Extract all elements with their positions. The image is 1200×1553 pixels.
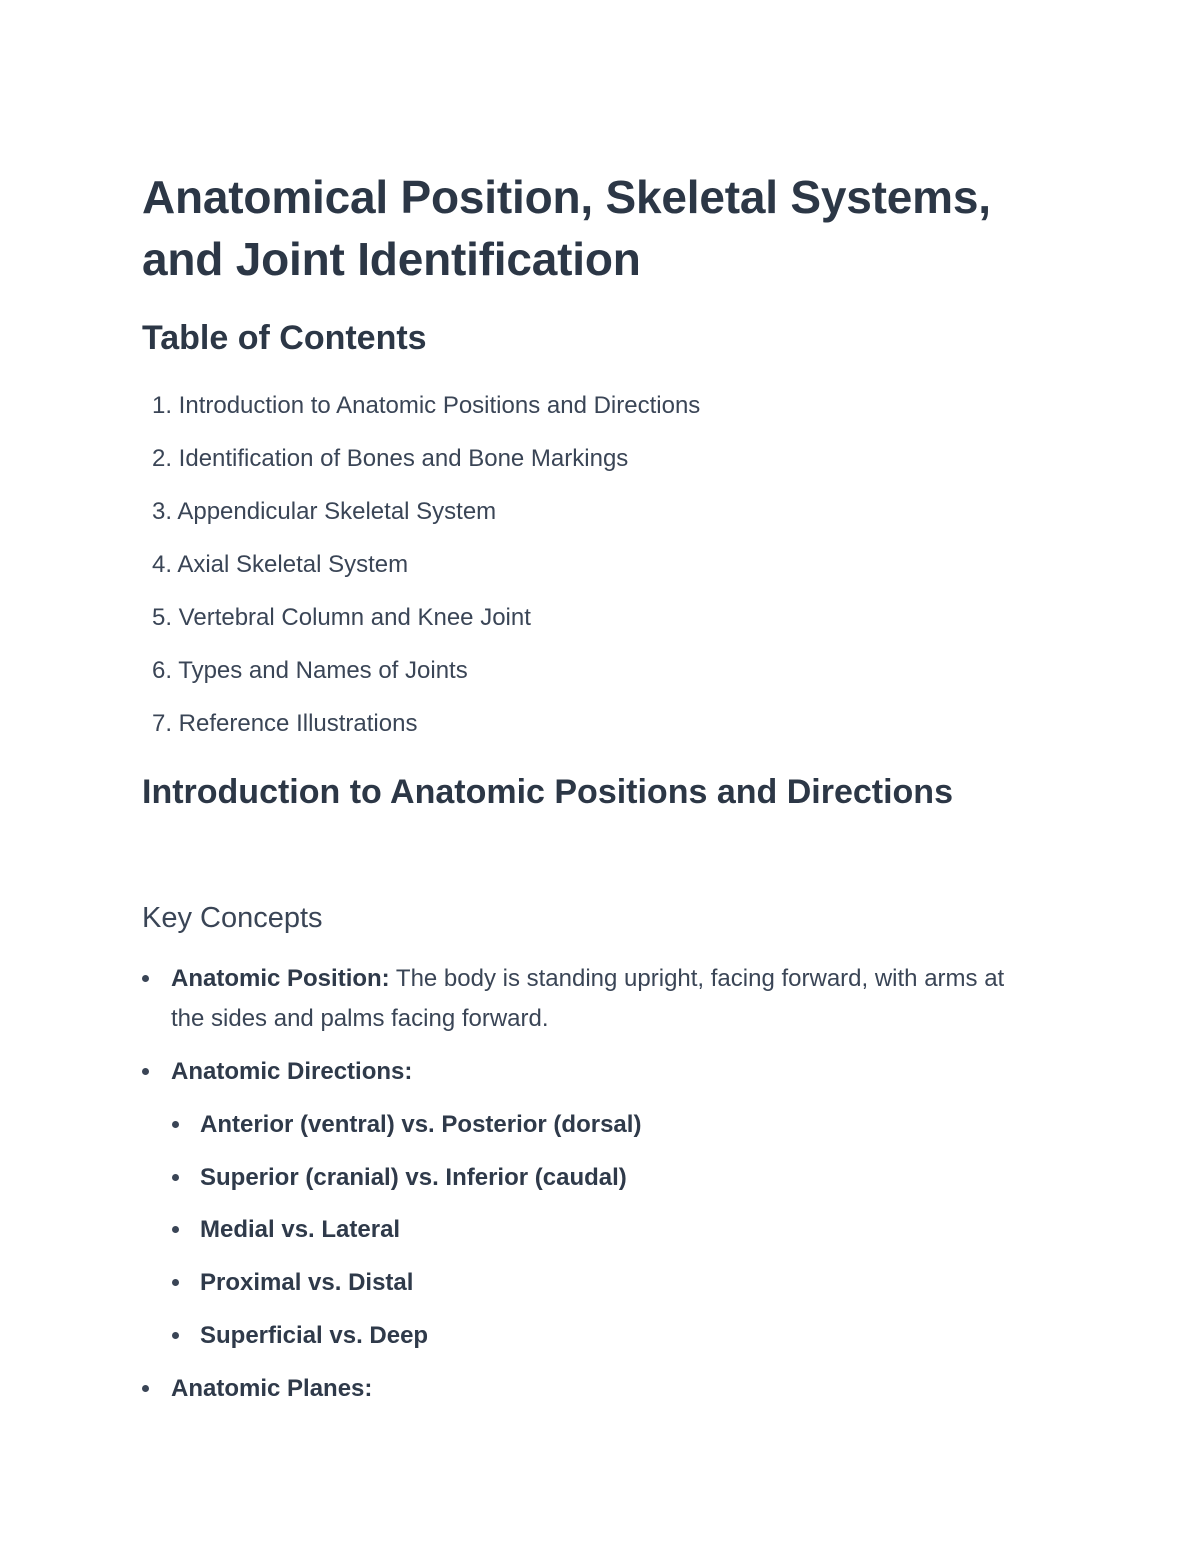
direction-label: Superficial vs. Deep (200, 1322, 429, 1349)
bullet-dot (172, 1226, 179, 1233)
term-label: Anatomic Planes: (171, 1375, 373, 1402)
toc-item-label: Identification of Bones and Bone Markings (178, 445, 629, 472)
direction-label: Medial vs. Lateral (200, 1216, 401, 1243)
bullet-dot (172, 1121, 179, 1128)
toc-item[interactable] (142, 547, 700, 600)
toc-item[interactable] (142, 706, 700, 759)
direction-label: Anterior (ventral) vs. Posterior (dorsal) (200, 1111, 642, 1138)
toc-item-number: 2. (151, 445, 172, 472)
toc-heading: Table of Contents (142, 319, 427, 357)
term-label: Anatomic Position: (171, 965, 390, 992)
bullet-dot (142, 1068, 149, 1075)
term-label: Anatomic Directions: (171, 1058, 413, 1085)
toc-item-number: 7. (151, 710, 172, 737)
bullet-dot (172, 1279, 179, 1286)
toc-item-label: Axial Skeletal System (177, 551, 409, 578)
term-description: The body is standing upright, facing forward, with arms at the sides and palms facing forward. (171, 965, 1005, 1032)
section-heading: Introduction to Anatomic Positions and Directions (142, 773, 953, 811)
bullet-dot (142, 975, 149, 982)
toc-item-number: 1. (151, 392, 172, 419)
direction-label: Superior (cranial) vs. Inferior (caudal) (200, 1164, 627, 1191)
bullet-dot (172, 1332, 179, 1339)
document-title: Anatomical Position, Skeletal Systems, and Joint Identification (142, 171, 991, 285)
list-item-text (171, 959, 1031, 1039)
toc-item-label: Appendicular Skeletal System (177, 498, 497, 525)
toc-item-number: 4. (151, 551, 172, 578)
toc-item-label: Vertebral Column and Knee Joint (178, 604, 531, 631)
direction-label: Proximal vs. Distal (200, 1269, 414, 1296)
toc-item-number: 6. (151, 657, 172, 684)
bullet-dot (142, 1385, 149, 1392)
toc-item[interactable] (142, 494, 700, 547)
toc-item[interactable] (142, 388, 700, 441)
bullet-dot (172, 1174, 179, 1181)
toc-item[interactable] (142, 441, 700, 494)
toc-item-label: Introduction to Anatomic Positions and Directions (178, 392, 701, 419)
toc-item[interactable] (142, 600, 700, 653)
key-concepts-heading: Key Concepts (142, 902, 323, 934)
toc-item-number: 5. (151, 604, 172, 631)
table-of-contents (142, 388, 700, 759)
toc-item[interactable] (142, 653, 700, 706)
toc-item-number: 3. (151, 498, 172, 525)
toc-item-label: Reference Illustrations (178, 710, 418, 737)
toc-item-label: Types and Names of Joints (178, 657, 468, 684)
